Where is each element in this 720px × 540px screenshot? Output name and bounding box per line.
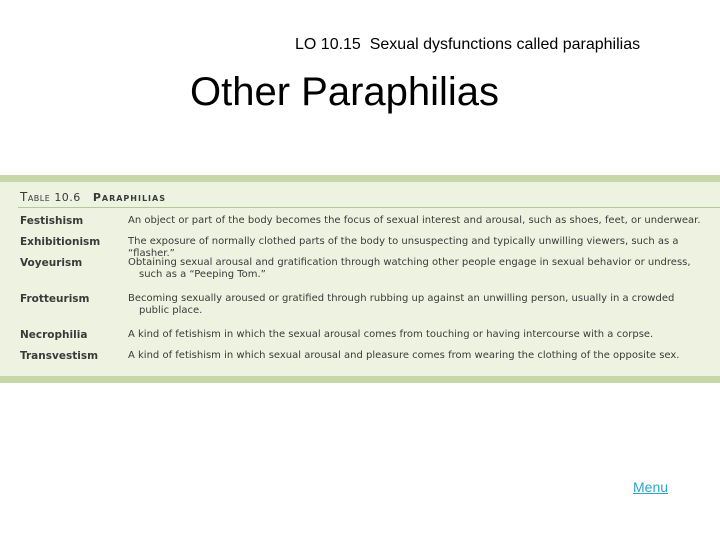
row-term: Transvestism [20, 350, 99, 362]
row-term: Frotteurism [20, 293, 90, 305]
row-definition [128, 257, 708, 281]
table-caption-label: Table [20, 190, 51, 204]
table-caption-title: Paraphilias [92, 191, 166, 204]
row-definition-continuation: public place. [139, 305, 203, 316]
row-definition-text: Becoming sexually aroused or gratified through rubbing up against an unwilling person, usually in a crowded [128, 293, 675, 304]
caption-divider [18, 207, 720, 208]
row-definition-text: A kind of fetishism in which sexual arousal and pleasure comes from wearing the clothing of the opposite sex. [128, 350, 680, 361]
table-caption [20, 190, 166, 204]
table-caption-number: 10.6 [54, 191, 81, 204]
row-definition [128, 215, 708, 227]
table-bottom-band [0, 376, 720, 383]
row-term: Festishism [20, 215, 84, 227]
learning-objective-header: LO 10.15 Sexual dysfunctions called paraphilias [295, 36, 641, 53]
row-definition-text: Obtaining sexual arousal and gratification through watching other people engage in sexual behavior or undress, [128, 257, 691, 268]
paraphilias-table [0, 175, 720, 383]
table-top-band [0, 175, 720, 182]
row-definition [128, 329, 708, 341]
row-definition-continuation: such as a “Peeping Tom.” [139, 269, 266, 280]
slide-title: Other Paraphilias [190, 70, 500, 114]
row-definition-text: The exposure of normally clothed parts of the body to unsuspecting and typically unwilling viewers, such as a “flasher.” [128, 236, 679, 259]
row-term: Voyeurism [20, 257, 83, 269]
row-term: Exhibitionism [20, 236, 101, 248]
menu-link[interactable]: Menu [633, 479, 669, 495]
row-term: Necrophilia [20, 329, 88, 341]
row-definition [128, 293, 708, 317]
row-definition-text: An object or part of the body becomes the focus of sexual interest and arousal, such as shoes, feet, or underwear. [128, 215, 701, 226]
row-definition [128, 350, 708, 362]
row-definition-text: A kind of fetishism in which the sexual arousal comes from touching or having intercourse with a corpse. [128, 329, 654, 340]
